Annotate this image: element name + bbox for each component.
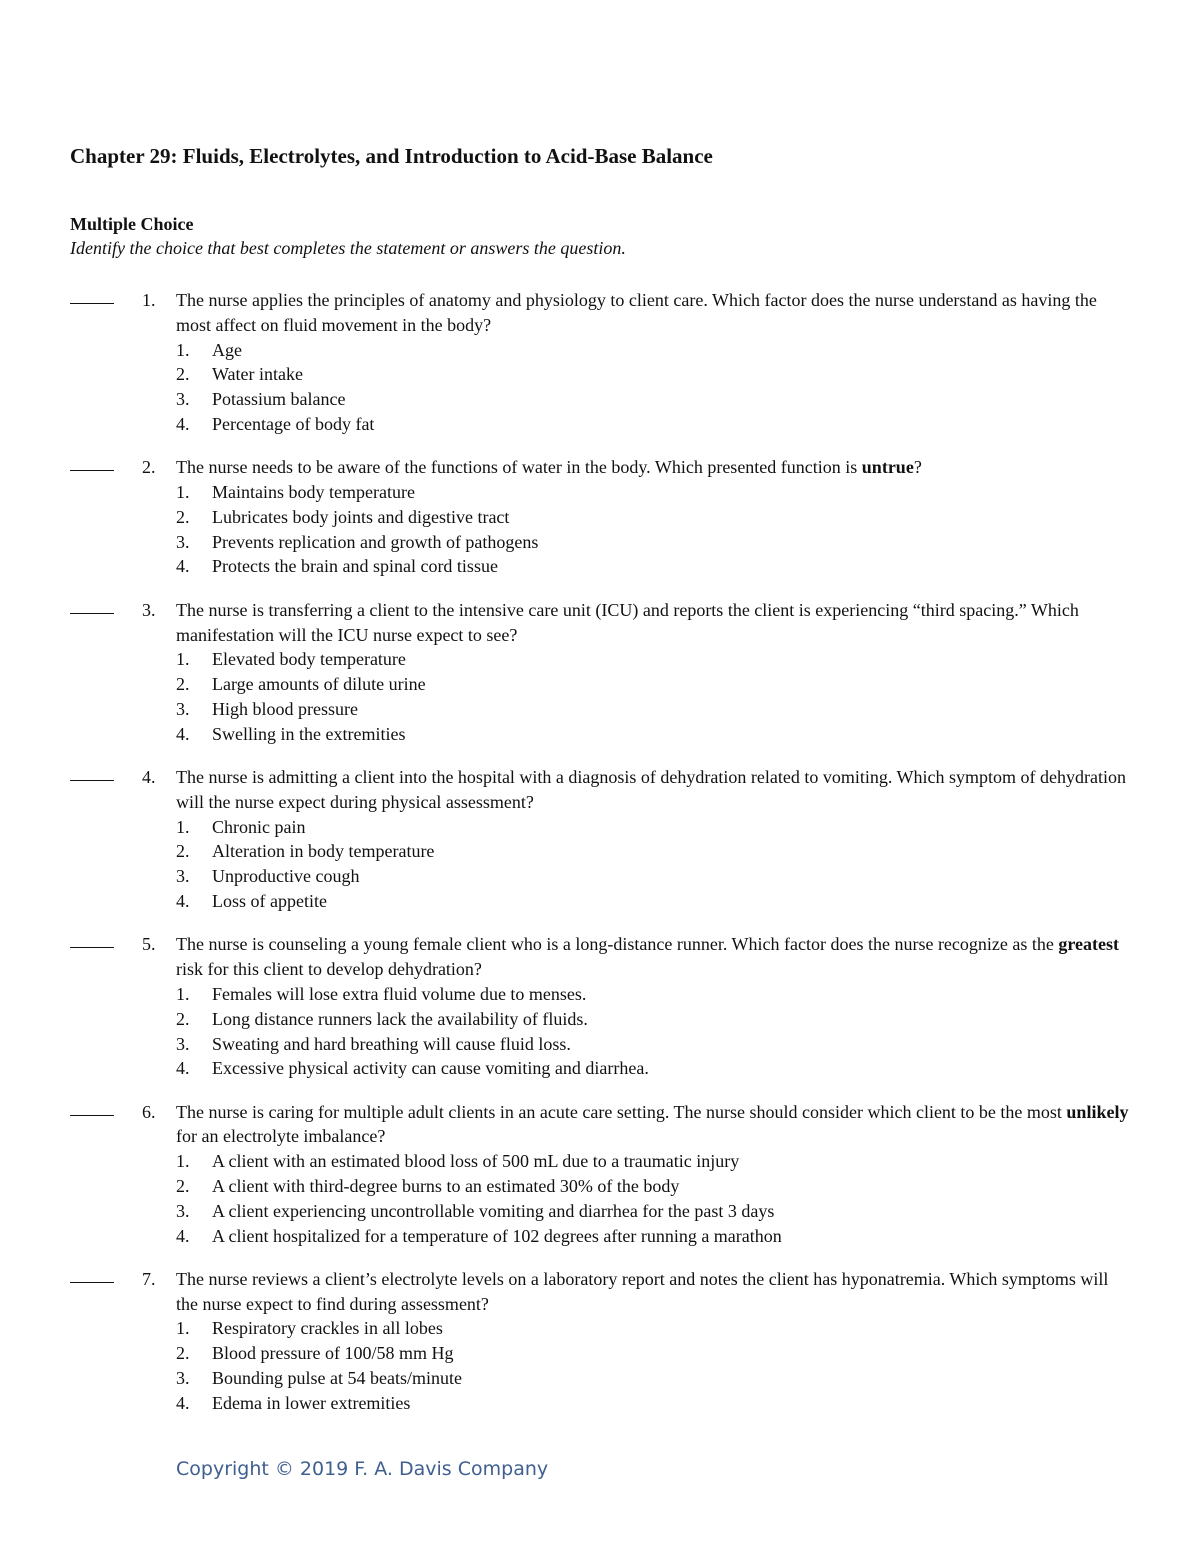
answer-blank[interactable] xyxy=(70,470,114,471)
option-list xyxy=(176,1316,1130,1415)
answer-option xyxy=(176,1174,1130,1199)
option-list xyxy=(176,647,1130,746)
option-number: 2. xyxy=(176,1176,190,1196)
option-text: Blood pressure of 100/58 mm Hg xyxy=(212,1343,454,1364)
question-item xyxy=(70,932,1130,1081)
option-number: 3. xyxy=(176,1200,190,1221)
option-number: 2. xyxy=(176,1008,190,1029)
option-text: A client with third-degree burns to an estimated 30% of the body xyxy=(212,1176,680,1196)
option-text: Respiratory crackles in all lobes xyxy=(212,1318,443,1339)
option-text: Bounding pulse at 54 beats/minute xyxy=(212,1368,462,1389)
copyright-footer: Copyright © 2019 F. A. Davis Company xyxy=(176,1458,549,1480)
answer-option xyxy=(176,530,1130,555)
option-text: Edema in lower extremities xyxy=(212,1392,411,1413)
question-number: 4. xyxy=(142,767,156,788)
option-text: A client with an estimated blood loss of 500 mL due to a traumatic injury xyxy=(212,1151,740,1172)
question-item xyxy=(70,765,1130,914)
option-number: 3. xyxy=(176,531,190,552)
option-number: 3. xyxy=(176,1033,190,1054)
option-number: 4. xyxy=(176,891,190,912)
option-list xyxy=(176,815,1130,914)
option-text: Potassium balance xyxy=(212,389,346,410)
answer-option xyxy=(176,982,1130,1007)
option-number: 1. xyxy=(176,482,190,503)
question-number: 7. xyxy=(142,1268,156,1289)
question-number: 3. xyxy=(142,599,156,620)
answer-blank[interactable] xyxy=(70,303,114,304)
stem-text: risk for this client to develop dehydration? xyxy=(176,959,482,980)
option-list xyxy=(176,480,1130,579)
option-text: Large amounts of dilute urine xyxy=(212,674,426,695)
answer-option xyxy=(176,1316,1130,1341)
option-number: 1. xyxy=(176,1318,190,1339)
option-text: Age xyxy=(212,339,242,360)
option-text: Elevated body temperature xyxy=(212,649,406,670)
question-item xyxy=(70,1100,1130,1249)
question-stem xyxy=(176,455,1130,480)
option-number: 4. xyxy=(176,556,190,577)
option-text: High blood pressure xyxy=(212,698,358,719)
stem-emphasis: greatest xyxy=(1058,934,1120,955)
answer-option xyxy=(176,1032,1130,1057)
answer-option xyxy=(176,647,1130,672)
option-list xyxy=(176,982,1130,1081)
stem-text: The nurse is transferring a client to the intensive care unit (ICU) and reports the client is experiencing “third spacing.” Which manifestation will the ICU nurse expect to see? xyxy=(176,599,1079,645)
question-item xyxy=(70,455,1130,579)
option-text: Alteration in body temperature xyxy=(212,841,435,862)
stem-text: The nurse applies the principles of anatomy and physiology to client care. Which factor does the nurse understand as having the most affect on fluid movement in the body? xyxy=(176,290,1097,335)
answer-blank[interactable] xyxy=(70,780,114,781)
option-text: A client hospitalized for a temperature of 102 degrees after running a marathon xyxy=(212,1225,782,1246)
stem-emphasis: unlikely xyxy=(1066,1101,1129,1122)
answer-option xyxy=(176,1199,1130,1224)
option-number: 3. xyxy=(176,866,190,887)
answer-option xyxy=(176,362,1130,387)
option-number: 2. xyxy=(176,1343,190,1364)
answer-option xyxy=(176,387,1130,412)
answer-option xyxy=(176,338,1130,363)
option-number: 1. xyxy=(176,339,190,360)
stem-text: The nurse is counseling a young female client who is a long-distance runner. Which factor does the nurse recognize as the xyxy=(176,934,1059,955)
answer-option xyxy=(176,889,1130,914)
option-text: Protects the brain and spinal cord tissue xyxy=(212,556,498,577)
option-number: 1. xyxy=(176,983,190,1004)
answer-blank[interactable] xyxy=(70,947,114,948)
question-stem xyxy=(176,1267,1130,1317)
stem-text: The nurse is caring for multiple adult clients in an acute care setting. The nurse should consider which client to be the most xyxy=(176,1101,1067,1122)
stem-text: for an electrolyte imbalance? xyxy=(176,1126,386,1147)
section-heading: Multiple Choice xyxy=(70,214,194,234)
question-number: 1. xyxy=(142,290,156,310)
question-item xyxy=(70,1267,1130,1416)
answer-option xyxy=(176,1149,1130,1174)
answer-option xyxy=(176,1007,1130,1032)
answer-option xyxy=(176,722,1130,747)
option-text: Females will lose extra fluid volume due to menses. xyxy=(212,983,587,1004)
answer-option xyxy=(176,815,1130,840)
stem-text: The nurse is admitting a client into the hospital with a diagnosis of dehydration related to vomiting. Which symptom of dehydration will the nurse expect during physical assessment? xyxy=(176,767,1126,812)
option-text: Chronic pain xyxy=(212,816,306,837)
answer-option xyxy=(176,1224,1130,1249)
answer-option xyxy=(176,672,1130,697)
question-item xyxy=(70,598,1130,747)
option-number: 2. xyxy=(176,841,190,862)
answer-option xyxy=(176,412,1130,437)
instructions: Identify the choice that best completes the statement or answers the question. xyxy=(70,238,626,258)
question-stem xyxy=(176,765,1130,815)
option-list xyxy=(176,338,1130,437)
answer-option xyxy=(176,480,1130,505)
question-number: 6. xyxy=(142,1101,156,1122)
stem-text: The nurse needs to be aware of the functions of water in the body. Which presented function is xyxy=(176,457,862,478)
option-text: Sweating and hard breathing will cause fluid loss. xyxy=(212,1033,571,1054)
option-text: Excessive physical activity can cause vomiting and diarrhea. xyxy=(212,1058,649,1079)
answer-option xyxy=(176,839,1130,864)
option-text: Swelling in the extremities xyxy=(212,723,406,744)
answer-option xyxy=(176,864,1130,889)
answer-option xyxy=(176,1056,1130,1081)
stem-emphasis: untrue xyxy=(861,457,914,478)
question-number: 5. xyxy=(142,934,156,955)
question-stem xyxy=(176,598,1130,648)
answer-option xyxy=(176,1391,1130,1416)
option-number: 4. xyxy=(176,1058,190,1079)
option-text: A client experiencing uncontrollable vomiting and diarrhea for the past 3 days xyxy=(212,1200,775,1221)
option-text: Unproductive cough xyxy=(212,866,360,887)
option-number: 2. xyxy=(176,364,190,385)
stem-text: ? xyxy=(913,457,922,478)
question-list xyxy=(70,288,1130,1434)
answer-option xyxy=(176,505,1130,530)
option-number: 1. xyxy=(176,816,190,837)
option-number: 1. xyxy=(176,649,190,670)
question-item xyxy=(70,288,1130,437)
answer-option xyxy=(176,1366,1130,1391)
option-number: 2. xyxy=(176,506,190,527)
option-number: 1. xyxy=(176,1151,190,1172)
option-number: 4. xyxy=(176,723,190,744)
option-text: Loss of appetite xyxy=(212,891,327,912)
answer-option xyxy=(176,1341,1130,1366)
option-number: 4. xyxy=(176,413,190,434)
question-stem xyxy=(176,1100,1130,1150)
option-number: 2. xyxy=(176,674,190,695)
option-text: Long distance runners lack the availability of fluids. xyxy=(212,1008,588,1029)
option-text: Prevents replication and growth of pathogens xyxy=(212,531,539,552)
question-stem xyxy=(176,932,1130,982)
option-number: 4. xyxy=(176,1225,190,1246)
chapter-title: Chapter 29: Fluids, Electrolytes, and Introduction to Acid-Base Balance xyxy=(70,144,713,168)
option-number: 4. xyxy=(176,1392,190,1413)
option-number: 3. xyxy=(176,698,190,719)
question-stem xyxy=(176,288,1130,338)
option-text: Lubricates body joints and digestive tract xyxy=(212,506,510,527)
option-text: Maintains body temperature xyxy=(212,482,415,503)
option-list xyxy=(176,1149,1130,1248)
question-number: 2. xyxy=(142,457,156,478)
answer-blank[interactable] xyxy=(70,1115,114,1116)
option-text: Water intake xyxy=(212,364,304,385)
answer-option xyxy=(176,697,1130,722)
answer-option xyxy=(176,554,1130,579)
answer-blank[interactable] xyxy=(70,1282,114,1283)
option-number: 3. xyxy=(176,389,190,410)
option-text: Percentage of body fat xyxy=(212,413,375,434)
option-number: 3. xyxy=(176,1368,190,1389)
answer-blank[interactable] xyxy=(70,613,114,614)
stem-text: The nurse reviews a client’s electrolyte levels on a laboratory report and notes the client has hyponatremia. Which symptoms will the nurse expect to find during assessment? xyxy=(176,1268,1109,1314)
